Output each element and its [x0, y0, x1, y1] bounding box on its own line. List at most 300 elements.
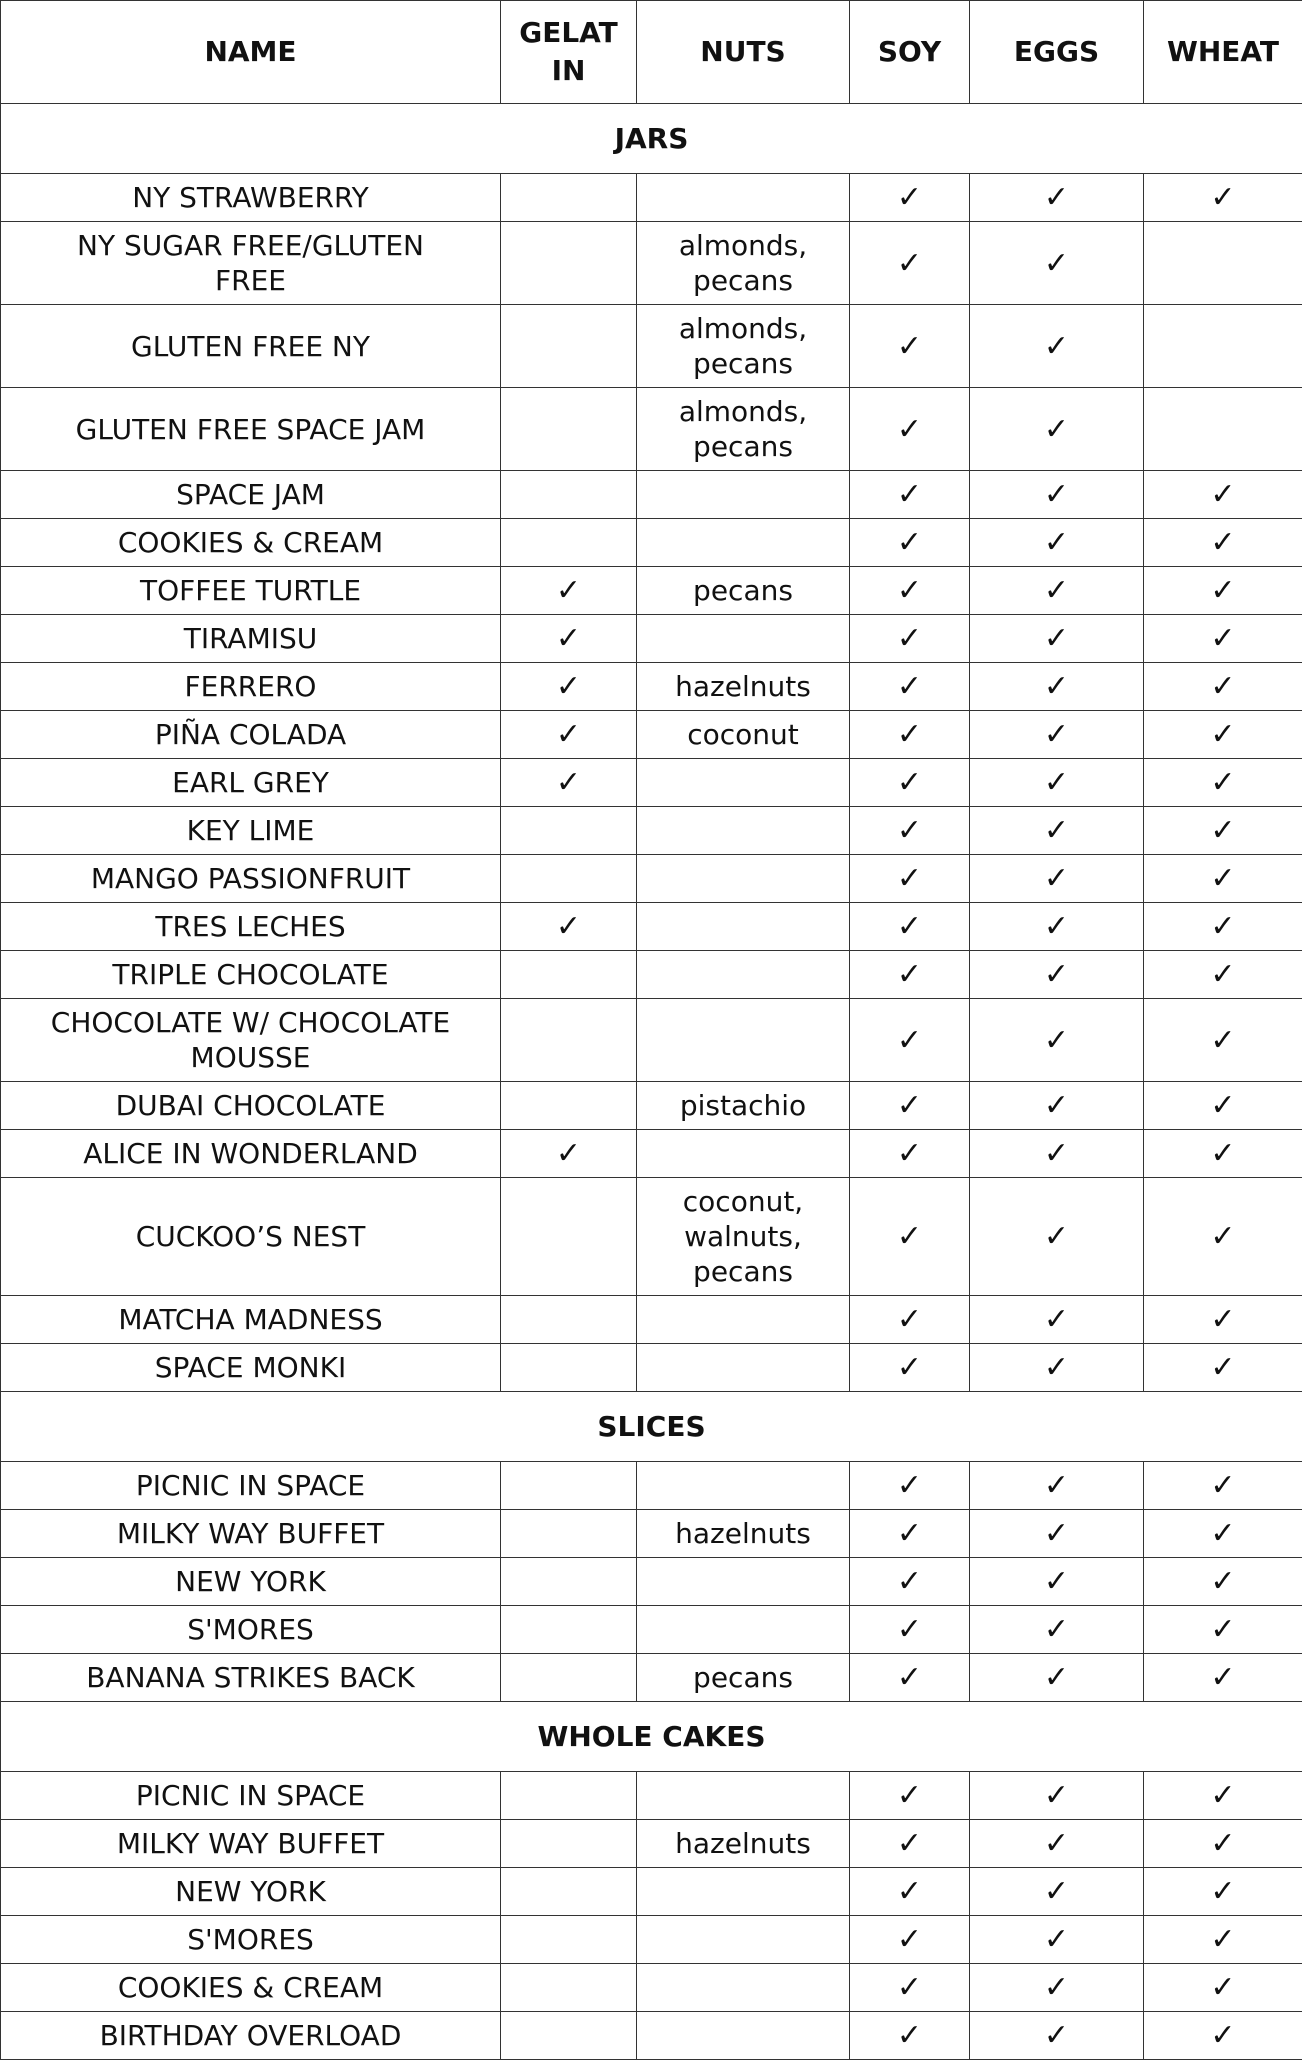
- check-icon: ✓: [1044, 717, 1069, 752]
- item-name: PICNIC IN SPACE: [1, 1772, 501, 1820]
- section-title: JARS: [1, 104, 1302, 174]
- gelatin-cell: [501, 1082, 637, 1130]
- nuts-cell: almonds, pecans: [637, 222, 850, 305]
- eggs-cell: [970, 471, 1144, 519]
- wheat-cell: [1144, 855, 1302, 903]
- check-icon: ✓: [1210, 1219, 1235, 1254]
- eggs-cell: [970, 519, 1144, 567]
- soy-cell: [850, 471, 970, 519]
- table-row: [1, 855, 1302, 903]
- check-icon: ✓: [1044, 1023, 1069, 1058]
- wheat-cell: [1144, 1510, 1302, 1558]
- table-row: [1, 1606, 1302, 1654]
- table-row: [1, 1462, 1302, 1510]
- nuts-cell: [637, 174, 850, 222]
- check-icon: ✓: [1044, 621, 1069, 656]
- eggs-cell: [970, 305, 1144, 388]
- eggs-cell: [970, 999, 1144, 1082]
- check-icon: ✓: [1044, 957, 1069, 992]
- check-icon: ✓: [1044, 1922, 1069, 1957]
- header-soy: SOY: [850, 1, 970, 104]
- eggs-cell: [970, 1130, 1144, 1178]
- header-name: NAME: [1, 1, 501, 104]
- eggs-cell: [970, 903, 1144, 951]
- eggs-cell: [970, 1462, 1144, 1510]
- check-icon: ✓: [897, 2018, 922, 2053]
- check-icon: ✓: [897, 621, 922, 656]
- gelatin-cell: [501, 1964, 637, 2012]
- wheat-cell: [1144, 2012, 1302, 2060]
- soy-cell: [850, 222, 970, 305]
- table-row: [1, 951, 1302, 999]
- gelatin-cell: [501, 174, 637, 222]
- nuts-cell: [637, 1868, 850, 1916]
- nuts-cell: [637, 2012, 850, 2060]
- nuts-cell: [637, 903, 850, 951]
- nuts-cell: [637, 1344, 850, 1392]
- eggs-cell: [970, 174, 1144, 222]
- wheat-cell: [1144, 305, 1302, 388]
- gelatin-cell: [501, 1344, 637, 1392]
- table-row: [1, 1510, 1302, 1558]
- check-icon: ✓: [1044, 1612, 1069, 1647]
- check-icon: ✓: [1044, 1468, 1069, 1503]
- check-icon: ✓: [897, 1302, 922, 1337]
- check-icon: ✓: [1210, 621, 1235, 656]
- check-icon: ✓: [1210, 1516, 1235, 1551]
- check-icon: ✓: [897, 246, 922, 281]
- check-icon: ✓: [1044, 525, 1069, 560]
- soy-cell: [850, 1654, 970, 1702]
- check-icon: ✓: [1210, 957, 1235, 992]
- item-name: TOFFEE TURTLE: [1, 567, 501, 615]
- gelatin-cell: [501, 1558, 637, 1606]
- check-icon: ✓: [1044, 573, 1069, 608]
- gelatin-cell: [501, 759, 637, 807]
- eggs-cell: [970, 759, 1144, 807]
- wheat-cell: [1144, 759, 1302, 807]
- header-row: [1, 1, 1302, 104]
- item-name: NY STRAWBERRY: [1, 174, 501, 222]
- soy-cell: [850, 903, 970, 951]
- nuts-cell: pecans: [637, 1654, 850, 1702]
- eggs-cell: [970, 855, 1144, 903]
- check-icon: ✓: [897, 669, 922, 704]
- wheat-cell: [1144, 174, 1302, 222]
- check-icon: ✓: [1044, 1219, 1069, 1254]
- table-row: [1, 2012, 1302, 2060]
- check-icon: ✓: [1210, 1874, 1235, 1909]
- check-icon: ✓: [897, 909, 922, 944]
- gelatin-cell: [501, 711, 637, 759]
- gelatin-cell: [501, 1178, 637, 1296]
- table-row: [1, 663, 1302, 711]
- nuts-cell: [637, 855, 850, 903]
- gelatin-cell: [501, 1772, 637, 1820]
- section-title: SLICES: [1, 1392, 1302, 1462]
- nuts-cell: [637, 807, 850, 855]
- item-name: COOKIES & CREAM: [1, 519, 501, 567]
- gelatin-cell: [501, 999, 637, 1082]
- check-icon: ✓: [897, 180, 922, 215]
- check-icon: ✓: [1044, 1136, 1069, 1171]
- table-row: [1, 615, 1302, 663]
- check-icon: ✓: [897, 1778, 922, 1813]
- soy-cell: [850, 999, 970, 1082]
- nuts-cell: [637, 999, 850, 1082]
- gelatin-cell: [501, 1130, 637, 1178]
- item-name: PICNIC IN SPACE: [1, 1462, 501, 1510]
- eggs-cell: [970, 807, 1144, 855]
- eggs-cell: [970, 1820, 1144, 1868]
- soy-cell: [850, 1558, 970, 1606]
- check-icon: ✓: [556, 621, 581, 656]
- check-icon: ✓: [897, 1516, 922, 1551]
- check-icon: ✓: [897, 477, 922, 512]
- section-row: [1, 1392, 1302, 1462]
- eggs-cell: [970, 1344, 1144, 1392]
- wheat-cell: [1144, 807, 1302, 855]
- check-icon: ✓: [897, 1219, 922, 1254]
- check-icon: ✓: [1044, 180, 1069, 215]
- table-row: [1, 1558, 1302, 1606]
- check-icon: ✓: [1210, 765, 1235, 800]
- item-name: NEW YORK: [1, 1558, 501, 1606]
- check-icon: ✓: [1210, 1302, 1235, 1337]
- table-row: [1, 1772, 1302, 1820]
- soy-cell: [850, 567, 970, 615]
- gelatin-cell: [501, 1296, 637, 1344]
- wheat-cell: [1144, 1462, 1302, 1510]
- item-name: SPACE JAM: [1, 471, 501, 519]
- check-icon: ✓: [1210, 1612, 1235, 1647]
- table-row: [1, 903, 1302, 951]
- check-icon: ✓: [1210, 477, 1235, 512]
- gelatin-cell: [501, 471, 637, 519]
- wheat-cell: [1144, 519, 1302, 567]
- check-icon: ✓: [897, 1660, 922, 1695]
- check-icon: ✓: [1044, 477, 1069, 512]
- check-icon: ✓: [1210, 1136, 1235, 1171]
- soy-cell: [850, 1606, 970, 1654]
- eggs-cell: [970, 1606, 1144, 1654]
- check-icon: ✓: [1210, 2018, 1235, 2053]
- gelatin-cell: [501, 855, 637, 903]
- table-row: [1, 1130, 1302, 1178]
- check-icon: ✓: [1210, 525, 1235, 560]
- table-row: [1, 519, 1302, 567]
- table-row: [1, 305, 1302, 388]
- check-icon: ✓: [897, 1088, 922, 1123]
- check-icon: ✓: [1210, 1088, 1235, 1123]
- check-icon: ✓: [1210, 1564, 1235, 1599]
- table-row: [1, 1868, 1302, 1916]
- gelatin-cell: [501, 1654, 637, 1702]
- wheat-cell: [1144, 1344, 1302, 1392]
- check-icon: ✓: [897, 1612, 922, 1647]
- nuts-cell: [637, 1606, 850, 1654]
- soy-cell: [850, 2012, 970, 2060]
- check-icon: ✓: [1210, 1660, 1235, 1695]
- item-name: MANGO PASSIONFRUIT: [1, 855, 501, 903]
- check-icon: ✓: [1210, 1922, 1235, 1957]
- table-row: [1, 1820, 1302, 1868]
- item-name: DUBAI CHOCOLATE: [1, 1082, 501, 1130]
- gelatin-cell: [501, 615, 637, 663]
- item-name: TRIPLE CHOCOLATE: [1, 951, 501, 999]
- wheat-cell: [1144, 1082, 1302, 1130]
- eggs-cell: [970, 663, 1144, 711]
- check-icon: ✓: [897, 957, 922, 992]
- item-name: S'MORES: [1, 1916, 501, 1964]
- gelatin-cell: [501, 903, 637, 951]
- eggs-cell: [970, 1916, 1144, 1964]
- table-row: [1, 1916, 1302, 1964]
- gelatin-cell: [501, 1510, 637, 1558]
- nuts-cell: [637, 951, 850, 999]
- check-icon: ✓: [1210, 669, 1235, 704]
- check-icon: ✓: [1210, 1023, 1235, 1058]
- soy-cell: [850, 1462, 970, 1510]
- eggs-cell: [970, 1772, 1144, 1820]
- soy-cell: [850, 1772, 970, 1820]
- wheat-cell: [1144, 1130, 1302, 1178]
- wheat-cell: [1144, 1558, 1302, 1606]
- soy-cell: [850, 615, 970, 663]
- nuts-cell: coconut: [637, 711, 850, 759]
- soy-cell: [850, 1296, 970, 1344]
- table-row: [1, 1082, 1302, 1130]
- nuts-cell: [637, 1964, 850, 2012]
- check-icon: ✓: [897, 1970, 922, 2005]
- soy-cell: [850, 807, 970, 855]
- nuts-cell: [637, 471, 850, 519]
- check-icon: ✓: [1044, 1350, 1069, 1385]
- check-icon: ✓: [1044, 813, 1069, 848]
- check-icon: ✓: [897, 1136, 922, 1171]
- check-icon: ✓: [1210, 909, 1235, 944]
- wheat-cell: [1144, 222, 1302, 305]
- wheat-cell: [1144, 388, 1302, 471]
- item-name: TIRAMISU: [1, 615, 501, 663]
- check-icon: ✓: [897, 525, 922, 560]
- soy-cell: [850, 1964, 970, 2012]
- wheat-cell: [1144, 711, 1302, 759]
- check-icon: ✓: [897, 1922, 922, 1957]
- nuts-cell: [637, 1462, 850, 1510]
- item-name: NEW YORK: [1, 1868, 501, 1916]
- check-icon: ✓: [1210, 1468, 1235, 1503]
- eggs-cell: [970, 1178, 1144, 1296]
- nuts-cell: [637, 759, 850, 807]
- nuts-cell: coconut, walnuts, pecans: [637, 1178, 850, 1296]
- check-icon: ✓: [556, 669, 581, 704]
- wheat-cell: [1144, 1296, 1302, 1344]
- table-row: [1, 807, 1302, 855]
- gelatin-cell: [501, 663, 637, 711]
- soy-cell: [850, 951, 970, 999]
- table-row: [1, 1296, 1302, 1344]
- item-name: MILKY WAY BUFFET: [1, 1510, 501, 1558]
- wheat-cell: [1144, 1868, 1302, 1916]
- header-nuts: NUTS: [637, 1, 850, 104]
- check-icon: ✓: [556, 765, 581, 800]
- nuts-cell: almonds, pecans: [637, 388, 850, 471]
- section-title: WHOLE CAKES: [1, 1702, 1302, 1772]
- wheat-cell: [1144, 1178, 1302, 1296]
- item-name: NY SUGAR FREE/GLUTEN FREE: [1, 222, 501, 305]
- gelatin-cell: [501, 1820, 637, 1868]
- soy-cell: [850, 1082, 970, 1130]
- check-icon: ✓: [897, 1468, 922, 1503]
- section-row: [1, 1702, 1302, 1772]
- eggs-cell: [970, 567, 1144, 615]
- check-icon: ✓: [1044, 329, 1069, 364]
- eggs-cell: [970, 1510, 1144, 1558]
- nuts-cell: [637, 1296, 850, 1344]
- soy-cell: [850, 1178, 970, 1296]
- check-icon: ✓: [1210, 1350, 1235, 1385]
- check-icon: ✓: [897, 1023, 922, 1058]
- table-row: [1, 759, 1302, 807]
- item-name: PIÑA COLADA: [1, 711, 501, 759]
- gelatin-cell: [501, 1868, 637, 1916]
- item-name: ALICE IN WONDERLAND: [1, 1130, 501, 1178]
- wheat-cell: [1144, 615, 1302, 663]
- eggs-cell: [970, 388, 1144, 471]
- soy-cell: [850, 1868, 970, 1916]
- soy-cell: [850, 663, 970, 711]
- check-icon: ✓: [1210, 1970, 1235, 2005]
- check-icon: ✓: [1044, 909, 1069, 944]
- gelatin-cell: [501, 222, 637, 305]
- table-row: [1, 1654, 1302, 1702]
- check-icon: ✓: [1044, 1970, 1069, 2005]
- check-icon: ✓: [897, 1564, 922, 1599]
- soy-cell: [850, 1916, 970, 1964]
- check-icon: ✓: [556, 717, 581, 752]
- table-row: [1, 1178, 1302, 1296]
- wheat-cell: [1144, 1772, 1302, 1820]
- nuts-cell: almonds, pecans: [637, 305, 850, 388]
- check-icon: ✓: [897, 1826, 922, 1861]
- gelatin-cell: [501, 2012, 637, 2060]
- wheat-cell: [1144, 951, 1302, 999]
- check-icon: ✓: [897, 1874, 922, 1909]
- item-name: FERRERO: [1, 663, 501, 711]
- wheat-cell: [1144, 1606, 1302, 1654]
- gelatin-cell: [501, 807, 637, 855]
- table-row: [1, 1964, 1302, 2012]
- eggs-cell: [970, 1868, 1144, 1916]
- check-icon: ✓: [1044, 2018, 1069, 2053]
- wheat-cell: [1144, 1964, 1302, 2012]
- soy-cell: [850, 1820, 970, 1868]
- table-row: [1, 222, 1302, 305]
- wheat-cell: [1144, 1820, 1302, 1868]
- gelatin-cell: [501, 1462, 637, 1510]
- table-row: [1, 567, 1302, 615]
- wheat-cell: [1144, 567, 1302, 615]
- nuts-cell: [637, 1558, 850, 1606]
- soy-cell: [850, 1344, 970, 1392]
- eggs-cell: [970, 2012, 1144, 2060]
- check-icon: ✓: [1044, 1826, 1069, 1861]
- check-icon: ✓: [1210, 573, 1235, 608]
- table-row: [1, 711, 1302, 759]
- check-icon: ✓: [1210, 1826, 1235, 1861]
- check-icon: ✓: [1044, 765, 1069, 800]
- eggs-cell: [970, 1964, 1144, 2012]
- check-icon: ✓: [897, 813, 922, 848]
- soy-cell: [850, 174, 970, 222]
- check-icon: ✓: [897, 329, 922, 364]
- item-name: GLUTEN FREE NY: [1, 305, 501, 388]
- soy-cell: [850, 388, 970, 471]
- nuts-cell: hazelnuts: [637, 1510, 850, 1558]
- check-icon: ✓: [1210, 1778, 1235, 1813]
- item-name: GLUTEN FREE SPACE JAM: [1, 388, 501, 471]
- table-row: [1, 1344, 1302, 1392]
- check-icon: ✓: [556, 1136, 581, 1171]
- item-name: MILKY WAY BUFFET: [1, 1820, 501, 1868]
- table-row: [1, 999, 1302, 1082]
- check-icon: ✓: [1044, 861, 1069, 896]
- eggs-cell: [970, 1654, 1144, 1702]
- gelatin-cell: [501, 1606, 637, 1654]
- check-icon: ✓: [1044, 1564, 1069, 1599]
- gelatin-cell: [501, 1916, 637, 1964]
- check-icon: ✓: [897, 765, 922, 800]
- nuts-cell: pecans: [637, 567, 850, 615]
- gelatin-cell: [501, 519, 637, 567]
- check-icon: ✓: [1044, 1660, 1069, 1695]
- soy-cell: [850, 1510, 970, 1558]
- header-gelatin: GELAT IN: [501, 1, 637, 104]
- section-row: [1, 104, 1302, 174]
- check-icon: ✓: [1210, 813, 1235, 848]
- nuts-cell: [637, 615, 850, 663]
- soy-cell: [850, 1130, 970, 1178]
- check-icon: ✓: [897, 717, 922, 752]
- nuts-cell: [637, 1916, 850, 1964]
- eggs-cell: [970, 615, 1144, 663]
- wheat-cell: [1144, 1916, 1302, 1964]
- check-icon: ✓: [1044, 1088, 1069, 1123]
- check-icon: ✓: [1044, 1516, 1069, 1551]
- eggs-cell: [970, 1082, 1144, 1130]
- nuts-cell: hazelnuts: [637, 1820, 850, 1868]
- nuts-cell: [637, 1772, 850, 1820]
- gelatin-cell: [501, 388, 637, 471]
- soy-cell: [850, 305, 970, 388]
- check-icon: ✓: [1044, 412, 1069, 447]
- item-name: CHOCOLATE W/ CHOCOLATE MOUSSE: [1, 999, 501, 1082]
- soy-cell: [850, 711, 970, 759]
- check-icon: ✓: [1210, 717, 1235, 752]
- eggs-cell: [970, 222, 1144, 305]
- nuts-cell: [637, 519, 850, 567]
- check-icon: ✓: [897, 1350, 922, 1385]
- item-name: KEY LIME: [1, 807, 501, 855]
- table-row: [1, 471, 1302, 519]
- nuts-cell: pistachio: [637, 1082, 850, 1130]
- gelatin-cell: [501, 951, 637, 999]
- wheat-cell: [1144, 1654, 1302, 1702]
- item-name: TRES LECHES: [1, 903, 501, 951]
- wheat-cell: [1144, 903, 1302, 951]
- gelatin-cell: [501, 567, 637, 615]
